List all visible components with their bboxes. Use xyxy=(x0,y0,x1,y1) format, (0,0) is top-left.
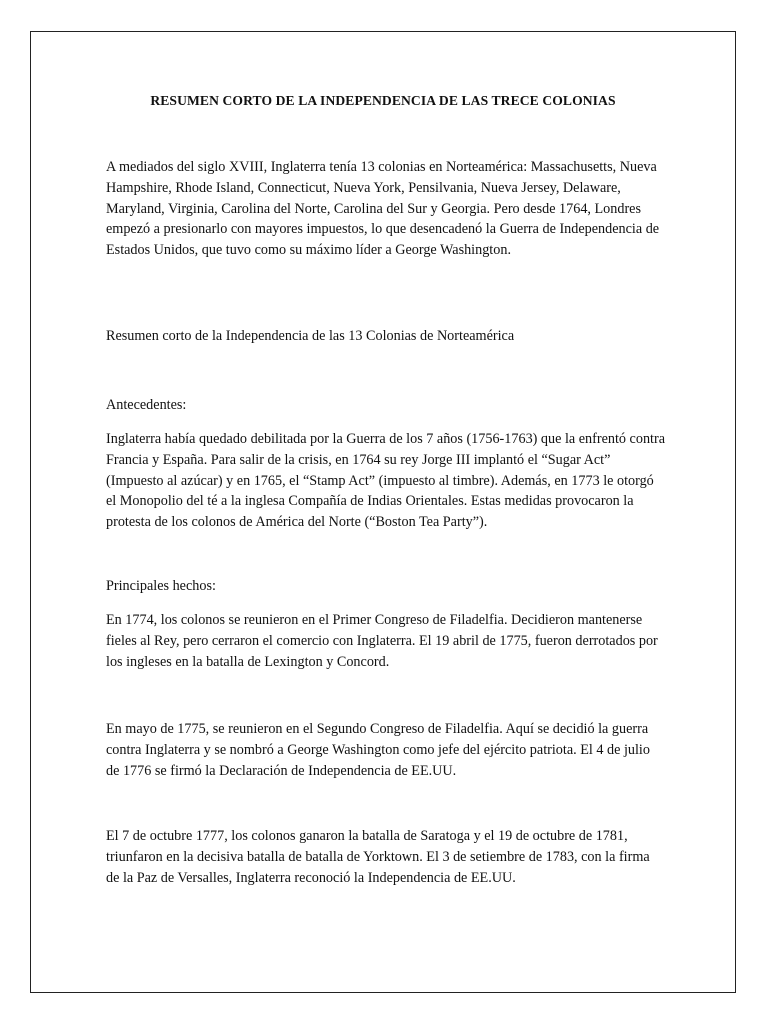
subtitle-line: Resumen corto de la Independencia de las 13 Colonias de Norteamérica xyxy=(106,328,515,344)
hechos-paragraph-1: En 1774, los colonos se reunieron en el Primer Congreso de Filadelfia. Decidieron mantenerse fieles al Rey, pero cerraron el comercio con Inglaterra. El 19 abril de 1775, fueron derrotados por los ingleses en la batalla de Lexington y Concord. xyxy=(106,612,658,670)
hechos-paragraph-2: En mayo de 1775, se reunieron en el Segundo Congreso de Filadelfia. Aquí se decidió la guerra contra Inglaterra y se nombró a George Washington como jefe del ejército patriota. El 4 de julio de 1776 se firmó la Declaración de Independencia de EE.UU. xyxy=(106,721,650,779)
hechos-paragraph-3: El 7 de octubre 1777, los colonos ganaron la batalla de Saratoga y el 19 de octubre de 1781, triunfaron en la decisiva batalla de batalla de Yorktown. El 3 de setiembre de 1783, con la firma de la Paz de Versalles, Inglaterra reconoció la Independencia de EE.UU. xyxy=(106,828,650,886)
antecedentes-paragraph: Inglaterra había quedado debilitada por la Guerra de los 7 años (1756-1763) que la enfrentó contra Francia y España. Para salir de la crisis, en 1764 su rey Jorge III implantó el “Sugar Act” (Impuesto al azúcar) y en 1765, el “Stamp Act” (impuesto al timbre). Además, en 1773 le otorgó el Monopolio del té a la inglesa Compañía de Indias Orientales. Estas medidas provocaron la protesta de los colonos de América del Norte (“Boston Tea Party”). xyxy=(106,431,666,531)
document-title: RESUMEN CORTO DE LA INDEPENDENCIA DE LAS TRECE COLONIAS xyxy=(150,93,616,108)
intro-paragraph: A mediados del siglo XVIII, Inglaterra tenía 13 colonias en Norteamérica: Massachusetts, Nueva Hampshire, Rhode Island, Connecticut, Nueva York, Pensilvania, Nueva Jersey, Delaware, Maryland, Virginia, Carolina del Norte, Carolina del Sur y Georgia. Pero desde 1764, Londres empezó a presionarlo con mayores impuestos, lo que desencadenó la Guerra de Independencia de Estados Unidos, que tuvo como su máximo líder a George Washington. xyxy=(106,159,660,259)
hechos-heading: Principales hechos: xyxy=(106,578,216,594)
antecedentes-heading: Antecedentes: xyxy=(106,397,187,413)
